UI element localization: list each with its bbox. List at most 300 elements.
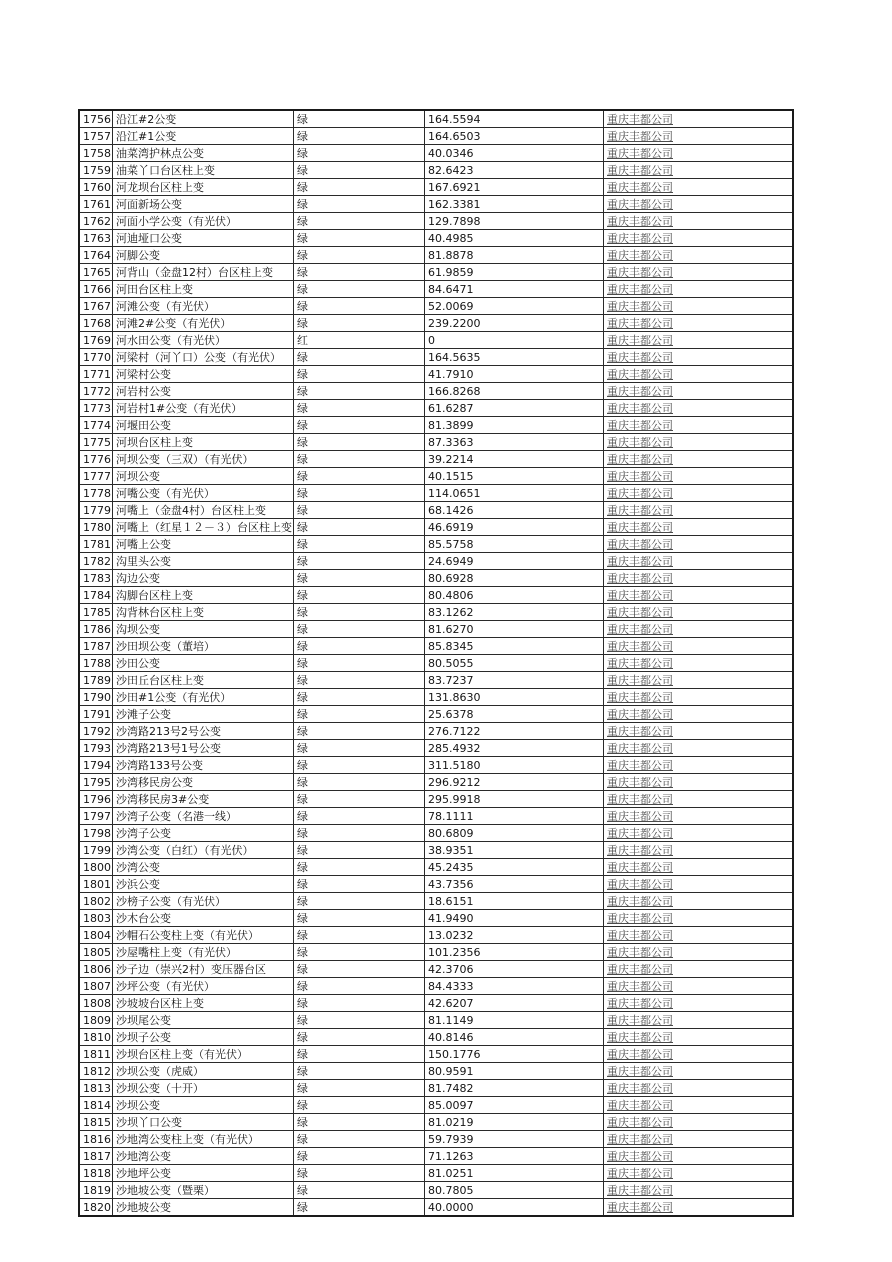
value-cell: 296.9212 [425, 774, 604, 791]
value-cell: 85.5758 [425, 536, 604, 553]
row-number-cell: 1760 [79, 179, 113, 196]
company-link[interactable]: 重庆丰都公司 [607, 962, 673, 976]
transformer-name-cell: 沙湾移民房3#公变 [113, 791, 294, 808]
table-row [79, 672, 793, 689]
value-cell: 81.8878 [425, 247, 604, 264]
table-row [79, 451, 793, 468]
company-link[interactable]: 重庆丰都公司 [607, 146, 673, 160]
status-cell: 绿 [294, 944, 425, 961]
table-row [79, 298, 793, 315]
company-cell [604, 349, 793, 366]
value-cell: 150.1776 [425, 1046, 604, 1063]
company-cell [604, 264, 793, 281]
status-cell: 绿 [294, 570, 425, 587]
value-cell: 85.0097 [425, 1097, 604, 1114]
transformer-name-cell: 沙地坡公变 [113, 1199, 294, 1217]
row-number-cell: 1794 [79, 757, 113, 774]
company-cell [604, 519, 793, 536]
company-cell [604, 417, 793, 434]
company-link[interactable]: 重庆丰都公司 [607, 418, 673, 432]
company-link[interactable]: 重庆丰都公司 [607, 622, 673, 636]
company-link[interactable]: 重庆丰都公司 [607, 571, 673, 585]
status-cell: 绿 [294, 961, 425, 978]
row-number-cell: 1790 [79, 689, 113, 706]
company-link[interactable]: 重庆丰都公司 [607, 163, 673, 177]
value-cell: 38.9351 [425, 842, 604, 859]
value-cell: 80.7805 [425, 1182, 604, 1199]
table-row [79, 825, 793, 842]
row-number-cell: 1756 [79, 110, 113, 128]
row-number-cell: 1784 [79, 587, 113, 604]
company-link[interactable]: 重庆丰都公司 [607, 1115, 673, 1129]
transformer-name-cell: 沙地湾公变 [113, 1148, 294, 1165]
row-number-cell: 1761 [79, 196, 113, 213]
company-cell [604, 995, 793, 1012]
transformer-name-cell: 沙坪公变（有光伏） [113, 978, 294, 995]
row-number-cell: 1813 [79, 1080, 113, 1097]
company-link[interactable]: 重庆丰都公司 [607, 979, 673, 993]
transformer-name-cell: 河面新场公变 [113, 196, 294, 213]
transformer-name-cell: 沙浜公变 [113, 876, 294, 893]
table-row [79, 1046, 793, 1063]
company-link[interactable]: 重庆丰都公司 [607, 1013, 673, 1027]
value-cell: 80.6928 [425, 570, 604, 587]
transformer-name-cell: 沙坝子公变 [113, 1029, 294, 1046]
company-cell [604, 604, 793, 621]
value-cell: 84.4333 [425, 978, 604, 995]
company-cell [604, 893, 793, 910]
status-cell: 绿 [294, 230, 425, 247]
table-row [79, 383, 793, 400]
company-cell [604, 791, 793, 808]
row-number-cell: 1808 [79, 995, 113, 1012]
company-link[interactable]: 重庆丰都公司 [607, 486, 673, 500]
row-number-cell: 1779 [79, 502, 113, 519]
table-row [79, 655, 793, 672]
status-cell: 绿 [294, 825, 425, 842]
value-cell: 13.0232 [425, 927, 604, 944]
status-cell: 绿 [294, 536, 425, 553]
row-number-cell: 1766 [79, 281, 113, 298]
status-cell: 绿 [294, 842, 425, 859]
company-cell [604, 1029, 793, 1046]
status-cell: 绿 [294, 587, 425, 604]
company-link[interactable]: 重庆丰都公司 [607, 316, 673, 330]
company-link[interactable]: 重庆丰都公司 [607, 894, 673, 908]
value-cell: 25.6378 [425, 706, 604, 723]
company-link[interactable]: 重庆丰都公司 [607, 401, 673, 415]
company-link[interactable]: 重庆丰都公司 [607, 520, 673, 534]
company-cell [604, 961, 793, 978]
transformer-name-cell: 沙田丘台区柱上变 [113, 672, 294, 689]
transformer-name-cell: 河田台区柱上变 [113, 281, 294, 298]
company-link[interactable]: 重庆丰都公司 [607, 673, 673, 687]
transformer-name-cell: 沙湾路213号1号公变 [113, 740, 294, 757]
company-link[interactable]: 重庆丰都公司 [607, 792, 673, 806]
row-number-cell: 1789 [79, 672, 113, 689]
table-row [79, 536, 793, 553]
status-cell: 绿 [294, 876, 425, 893]
status-cell: 绿 [294, 213, 425, 230]
transformer-name-cell: 沙田#1公变（有光伏） [113, 689, 294, 706]
company-link[interactable]: 重庆丰都公司 [607, 741, 673, 755]
transformer-name-cell: 沙坝公变（虎威） [113, 1063, 294, 1080]
company-link[interactable]: 重庆丰都公司 [607, 452, 673, 466]
transformer-name-cell: 河坝公变（三双）（有光伏） [113, 451, 294, 468]
value-cell: 114.0651 [425, 485, 604, 502]
company-link[interactable]: 重庆丰都公司 [607, 843, 673, 857]
company-cell [604, 179, 793, 196]
value-cell: 84.6471 [425, 281, 604, 298]
company-link[interactable]: 重庆丰都公司 [607, 248, 673, 262]
row-number-cell: 1785 [79, 604, 113, 621]
company-link[interactable]: 重庆丰都公司 [607, 1030, 673, 1044]
status-cell: 绿 [294, 774, 425, 791]
table-row [79, 162, 793, 179]
company-cell [604, 196, 793, 213]
transformer-name-cell: 河脚公变 [113, 247, 294, 264]
table-row [79, 638, 793, 655]
row-number-cell: 1787 [79, 638, 113, 655]
company-link[interactable]: 重庆丰都公司 [607, 265, 673, 279]
company-link[interactable]: 重庆丰都公司 [607, 350, 673, 364]
row-number-cell: 1815 [79, 1114, 113, 1131]
company-link[interactable]: 重庆丰都公司 [607, 231, 673, 245]
table-row [79, 281, 793, 298]
status-cell: 绿 [294, 978, 425, 995]
value-cell: 42.6207 [425, 995, 604, 1012]
company-cell [604, 451, 793, 468]
company-cell [604, 842, 793, 859]
table-row [79, 1114, 793, 1131]
company-link[interactable]: 重庆丰都公司 [607, 333, 673, 347]
company-link[interactable]: 重庆丰都公司 [607, 129, 673, 143]
table-row [79, 349, 793, 366]
company-link[interactable]: 重庆丰都公司 [607, 112, 673, 126]
value-cell: 276.7122 [425, 723, 604, 740]
row-number-cell: 1767 [79, 298, 113, 315]
row-number-cell: 1773 [79, 400, 113, 417]
company-link[interactable]: 重庆丰都公司 [607, 758, 673, 772]
row-number-cell: 1802 [79, 893, 113, 910]
company-cell [604, 1199, 793, 1217]
row-number-cell: 1763 [79, 230, 113, 247]
table-row [79, 1063, 793, 1080]
row-number-cell: 1793 [79, 740, 113, 757]
table-row [79, 179, 793, 196]
company-link[interactable]: 重庆丰都公司 [607, 435, 673, 449]
value-cell: 61.6287 [425, 400, 604, 417]
row-number-cell: 1814 [79, 1097, 113, 1114]
company-link[interactable]: 重庆丰都公司 [607, 214, 673, 228]
company-link[interactable]: 重庆丰都公司 [607, 639, 673, 653]
transformer-name-cell: 沙湾子公变（名港一线） [113, 808, 294, 825]
status-cell: 绿 [294, 1199, 425, 1217]
company-link[interactable]: 重庆丰都公司 [607, 299, 673, 313]
value-cell: 42.3706 [425, 961, 604, 978]
transformer-name-cell: 河龙坝台区柱上变 [113, 179, 294, 196]
company-link[interactable]: 重庆丰都公司 [607, 775, 673, 789]
status-cell: 绿 [294, 655, 425, 672]
row-number-cell: 1812 [79, 1063, 113, 1080]
transformer-name-cell: 河坝台区柱上变 [113, 434, 294, 451]
table-row [79, 366, 793, 383]
status-cell: 绿 [294, 366, 425, 383]
status-cell: 绿 [294, 672, 425, 689]
value-cell: 41.7910 [425, 366, 604, 383]
value-cell: 41.9490 [425, 910, 604, 927]
company-link[interactable]: 重庆丰都公司 [607, 1132, 673, 1146]
value-cell: 46.6919 [425, 519, 604, 536]
transformer-name-cell: 沙坡坡台区柱上变 [113, 995, 294, 1012]
table-row [79, 944, 793, 961]
row-number-cell: 1770 [79, 349, 113, 366]
table-row [79, 264, 793, 281]
value-cell: 68.1426 [425, 502, 604, 519]
transformer-name-cell: 沙湾子公变 [113, 825, 294, 842]
transformer-name-cell: 沟背林台区柱上变 [113, 604, 294, 621]
company-link[interactable]: 重庆丰都公司 [607, 1098, 673, 1112]
value-cell: 101.2356 [425, 944, 604, 961]
transformer-name-cell: 河嘴上（红星１２－３）台区柱上变 [113, 519, 294, 536]
table-row [79, 1199, 793, 1217]
company-cell [604, 570, 793, 587]
table-row [79, 400, 793, 417]
row-number-cell: 1817 [79, 1148, 113, 1165]
company-link[interactable]: 重庆丰都公司 [607, 197, 673, 211]
table-row [79, 961, 793, 978]
row-number-cell: 1771 [79, 366, 113, 383]
row-number-cell: 1819 [79, 1182, 113, 1199]
company-link[interactable]: 重庆丰都公司 [607, 180, 673, 194]
value-cell: 80.5055 [425, 655, 604, 672]
row-number-cell: 1783 [79, 570, 113, 587]
status-cell: 绿 [294, 179, 425, 196]
transformer-name-cell: 沙坝公变（十开） [113, 1080, 294, 1097]
value-cell: 80.6809 [425, 825, 604, 842]
table-row [79, 128, 793, 145]
company-link[interactable]: 重庆丰都公司 [607, 605, 673, 619]
company-link[interactable]: 重庆丰都公司 [607, 469, 673, 483]
row-number-cell: 1811 [79, 1046, 113, 1063]
transformer-name-cell: 河坝公变 [113, 468, 294, 485]
row-number-cell: 1781 [79, 536, 113, 553]
company-link[interactable]: 重庆丰都公司 [607, 367, 673, 381]
status-cell: 绿 [294, 298, 425, 315]
value-cell: 239.2200 [425, 315, 604, 332]
status-cell: 绿 [294, 553, 425, 570]
company-cell [604, 774, 793, 791]
status-cell: 绿 [294, 434, 425, 451]
transformer-name-cell: 沟坝公变 [113, 621, 294, 638]
status-cell: 绿 [294, 315, 425, 332]
transformer-name-cell: 油菜湾护林点公变 [113, 145, 294, 162]
transformer-name-cell: 沙湾公变（白红）（有光伏） [113, 842, 294, 859]
company-link[interactable]: 重庆丰都公司 [607, 503, 673, 517]
status-cell: 绿 [294, 927, 425, 944]
table-row [79, 604, 793, 621]
company-cell [604, 230, 793, 247]
status-cell: 绿 [294, 349, 425, 366]
company-link[interactable]: 重庆丰都公司 [607, 1166, 673, 1180]
company-cell [604, 553, 793, 570]
transformer-name-cell: 河嘴上公变 [113, 536, 294, 553]
transformer-name-cell: 沙榜子公变（有光伏） [113, 893, 294, 910]
transformer-name-cell: 沙湾移民房公变 [113, 774, 294, 791]
company-link[interactable]: 重庆丰都公司 [607, 996, 673, 1010]
company-link[interactable]: 重庆丰都公司 [607, 588, 673, 602]
company-link[interactable]: 重庆丰都公司 [607, 928, 673, 942]
status-cell: 绿 [294, 383, 425, 400]
value-cell: 295.9918 [425, 791, 604, 808]
table-row [79, 196, 793, 213]
company-cell [604, 587, 793, 604]
company-cell [604, 502, 793, 519]
status-cell: 绿 [294, 1148, 425, 1165]
transformer-name-cell: 沙湾路133号公变 [113, 757, 294, 774]
table-row [79, 859, 793, 876]
company-link[interactable]: 重庆丰都公司 [607, 877, 673, 891]
company-cell [604, 485, 793, 502]
row-number-cell: 1788 [79, 655, 113, 672]
company-cell [604, 332, 793, 349]
company-cell [604, 757, 793, 774]
row-number-cell: 1797 [79, 808, 113, 825]
company-link[interactable]: 重庆丰都公司 [607, 809, 673, 823]
company-cell [604, 927, 793, 944]
status-cell: 绿 [294, 1080, 425, 1097]
status-cell: 绿 [294, 451, 425, 468]
transformer-name-cell: 沙坝丫口公变 [113, 1114, 294, 1131]
company-link[interactable]: 重庆丰都公司 [607, 1081, 673, 1095]
table-row [79, 995, 793, 1012]
row-number-cell: 1759 [79, 162, 113, 179]
company-cell [604, 1131, 793, 1148]
status-cell: 绿 [294, 110, 425, 128]
value-cell: 166.8268 [425, 383, 604, 400]
value-cell: 164.5594 [425, 110, 604, 128]
company-link[interactable]: 重庆丰都公司 [607, 1064, 673, 1078]
table-row [79, 1012, 793, 1029]
company-cell [604, 621, 793, 638]
status-cell: 绿 [294, 1012, 425, 1029]
value-cell: 82.6423 [425, 162, 604, 179]
transformer-name-cell: 沙田公变 [113, 655, 294, 672]
transformer-name-cell: 沙坝台区柱上变（有光伏） [113, 1046, 294, 1063]
transformer-name-cell: 河背山（金盘12村）台区柱上变 [113, 264, 294, 281]
transformer-name-cell: 沙地坪公变 [113, 1165, 294, 1182]
transformer-name-cell: 沙湾路213号2号公变 [113, 723, 294, 740]
company-link[interactable]: 重庆丰都公司 [607, 826, 673, 840]
row-number-cell: 1757 [79, 128, 113, 145]
transformer-name-cell: 河嘴公变（有光伏） [113, 485, 294, 502]
company-cell [604, 1080, 793, 1097]
status-cell: 绿 [294, 196, 425, 213]
row-number-cell: 1765 [79, 264, 113, 281]
company-link[interactable]: 重庆丰都公司 [607, 1047, 673, 1061]
company-cell [604, 281, 793, 298]
company-link[interactable]: 重庆丰都公司 [607, 282, 673, 296]
row-number-cell: 1800 [79, 859, 113, 876]
transformer-name-cell: 沟里头公变 [113, 553, 294, 570]
table-row [79, 842, 793, 859]
value-cell: 164.5635 [425, 349, 604, 366]
company-link[interactable]: 重庆丰都公司 [607, 911, 673, 925]
company-link[interactable]: 重庆丰都公司 [607, 384, 673, 398]
company-cell [604, 400, 793, 417]
transformer-name-cell: 沙田坝公变（董培） [113, 638, 294, 655]
status-cell: 绿 [294, 485, 425, 502]
company-cell [604, 859, 793, 876]
company-link[interactable]: 重庆丰都公司 [607, 707, 673, 721]
value-cell: 85.8345 [425, 638, 604, 655]
value-cell: 40.1515 [425, 468, 604, 485]
value-cell: 131.8630 [425, 689, 604, 706]
table-row [79, 230, 793, 247]
value-cell: 129.7898 [425, 213, 604, 230]
status-cell: 绿 [294, 128, 425, 145]
company-link[interactable]: 重庆丰都公司 [607, 1183, 673, 1197]
company-cell [604, 706, 793, 723]
company-link[interactable]: 重庆丰都公司 [607, 724, 673, 738]
row-number-cell: 1782 [79, 553, 113, 570]
company-cell [604, 536, 793, 553]
company-link[interactable]: 重庆丰都公司 [607, 945, 673, 959]
row-number-cell: 1798 [79, 825, 113, 842]
company-link[interactable]: 重庆丰都公司 [607, 860, 673, 874]
value-cell: 71.1263 [425, 1148, 604, 1165]
company-cell [604, 298, 793, 315]
status-cell: 绿 [294, 281, 425, 298]
company-link[interactable]: 重庆丰都公司 [607, 1200, 673, 1214]
status-cell: 绿 [294, 757, 425, 774]
company-cell [604, 128, 793, 145]
table-row [79, 570, 793, 587]
transformer-name-cell: 河嘴上（金盘4村）台区柱上变 [113, 502, 294, 519]
table-row [79, 893, 793, 910]
row-number-cell: 1809 [79, 1012, 113, 1029]
transformer-name-cell: 河滩公变（有光伏） [113, 298, 294, 315]
status-cell: 绿 [294, 162, 425, 179]
company-link[interactable]: 重庆丰都公司 [607, 537, 673, 551]
table-row [79, 791, 793, 808]
row-number-cell: 1805 [79, 944, 113, 961]
company-cell [604, 672, 793, 689]
status-cell: 绿 [294, 910, 425, 927]
value-cell: 162.3381 [425, 196, 604, 213]
table-row [79, 332, 793, 349]
company-cell [604, 1165, 793, 1182]
company-cell [604, 944, 793, 961]
row-number-cell: 1768 [79, 315, 113, 332]
status-cell: 绿 [294, 502, 425, 519]
company-link[interactable]: 重庆丰都公司 [607, 1149, 673, 1163]
row-number-cell: 1806 [79, 961, 113, 978]
company-link[interactable]: 重庆丰都公司 [607, 656, 673, 670]
row-number-cell: 1762 [79, 213, 113, 230]
company-cell [604, 1182, 793, 1199]
row-number-cell: 1775 [79, 434, 113, 451]
company-cell [604, 638, 793, 655]
company-link[interactable]: 重庆丰都公司 [607, 690, 673, 704]
company-cell [604, 723, 793, 740]
table-row [79, 774, 793, 791]
row-number-cell: 1786 [79, 621, 113, 638]
status-cell: 绿 [294, 791, 425, 808]
company-link[interactable]: 重庆丰都公司 [607, 554, 673, 568]
value-cell: 59.7939 [425, 1131, 604, 1148]
status-cell: 绿 [294, 1165, 425, 1182]
